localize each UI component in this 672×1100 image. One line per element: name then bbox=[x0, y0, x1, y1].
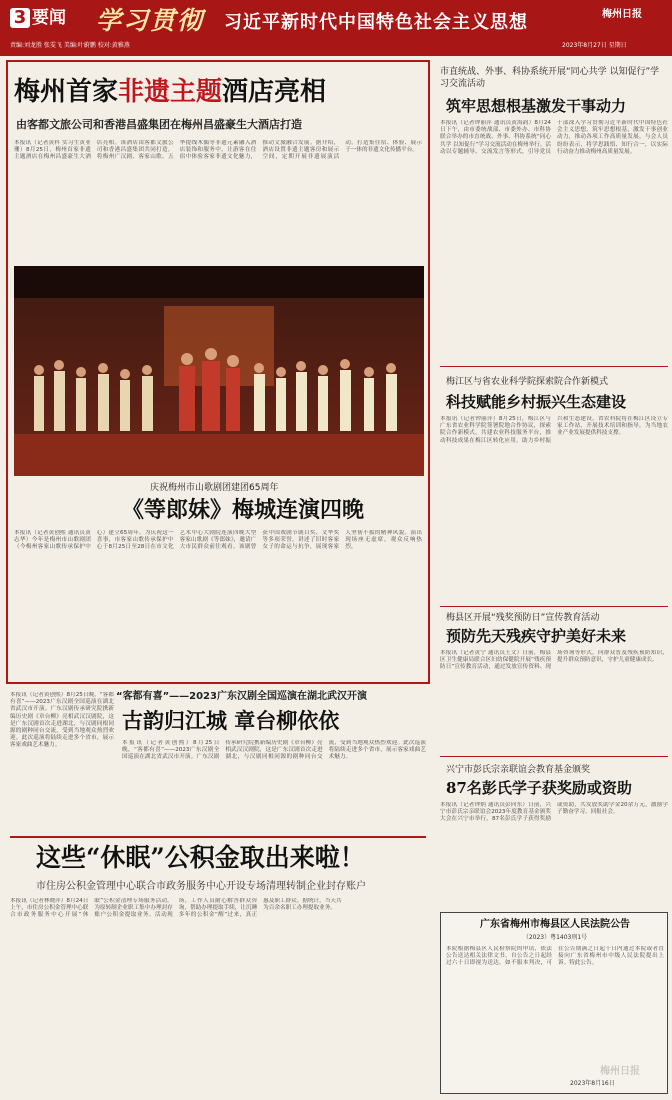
right-kicker-2: 梅江区与省农业科学院探索院合作新模式 bbox=[446, 377, 609, 387]
headline-part: 梅州首家 bbox=[14, 77, 119, 107]
right-body-3: 本报讯（记者黄宁 通讯员王文）日前，梅县区卫生健康局联合区妇幼保健院开展“残疾预防日”宣传教育活动，通过发放宣传资料、现场咨询等形式，向群众普及残疾预防知识，提升群众预防意识，守护儿童健康成长。 bbox=[440, 650, 668, 671]
issue-date: 2023年8月27日 星期日 bbox=[562, 42, 627, 49]
opera-stage-photo-art bbox=[14, 266, 424, 476]
right-headline-1: 筑牢思想根基激发干事动力 bbox=[446, 97, 627, 115]
section-label: 要闻 bbox=[32, 8, 66, 28]
opera-headline bbox=[122, 496, 424, 524]
divider bbox=[10, 836, 426, 838]
fund-body: 本报讯（记者林晓萍）8月24日上午，市住房公积金管理中心联合市政务服务中心开展“休眠”公积金清理专场服务活动，为原转制企业职工集中办理封存账户公积金提取业务。活动现场，工作人员耐心解答群众咨询，帮助办理提取手续，让沉睡多年的公积金“醒”过来，真正惠及职工群众。据统计，当天共为百余名职工办理提取业务。 bbox=[10, 898, 342, 919]
right-headline-3: 预防先天残疾守护美好未来 bbox=[446, 627, 627, 645]
opera-kicker: 庆祝梅州市山歌剧团建团65周年 bbox=[150, 483, 279, 493]
headline-quote: “休眠” bbox=[86, 843, 165, 872]
court-notice-number: （2023）粤1403刑1号 bbox=[522, 934, 588, 941]
headline-part: 这些 bbox=[36, 843, 87, 872]
hotel-subtitle: 由客都文旅公司和香港昌盛集团在梅州昌盛豪生大酒店打造 bbox=[16, 118, 302, 131]
banner-title: 习近平新时代中国特色社会主义思想 bbox=[224, 12, 528, 33]
right-body-1: 本报讯（记者钟丽萍 通讯员黄海韵）8月24日下午，由市委统战部、市委外办、市科协联合举办的市直统战、外事、科协系统“同心共学 以知促行”学习交流活动在梅州举行。活动以专题辅导、交流发言等形式，引导党员干部深入学习贯彻习近平新时代中国特色社会主义思想，筑牢思想根基，激发干事创业动力，推动各项工作高质量发展。与会人员纷纷表示，将学思践悟、知行合一，以实际行动奋力推动梅州高质量发展。 bbox=[440, 120, 668, 155]
divider bbox=[440, 756, 668, 757]
headline-part: 酒店亮相 bbox=[222, 77, 327, 107]
hotel-body: 本报讯（记者黄科 实习生黄亚珊）8月25日，梅州首家非遗主题酒店在梅州昌盛豪生大酒店亮相。该酒店由客都文旅公司和香港昌盛集团共同打造，将梅州广汉剧、客家山歌、五华提线木偶等非遗元素融入酒店装饰和服务中，让游客在住宿中体验客家非遗文化魅力，推动文旅融合发展。据介绍，酒店设置非遗主题客房和展示空间，定期开展非遗展演活动，打造集住宿、体验、展示于一体的非遗文化传播平台。 bbox=[14, 140, 422, 161]
masthead bbox=[0, 0, 672, 56]
hotel-headline bbox=[14, 76, 424, 108]
headline-part: 公积金取出来啦！ bbox=[164, 843, 365, 872]
hanju-body-cont: 本报讯（记者黄创熙）8月25日晚，“客都有喜”——2023广东汉剧全国巡演在湖北省武汉市开演。广东汉剧传承研究院携新编历史剧《章台柳》亮相武汉汉剧院，这是广东汉剧首次走进湖北，与汉剧同根同源的剧种同台交流，受到当地观众热烈欢迎。此次巡演将陆续走进多个省市，展示客家戏曲艺术魅力。 bbox=[122, 740, 426, 761]
right-kicker-4: 兴宁市彭氏宗亲联谊会教育基金颁奖 bbox=[446, 765, 591, 775]
headline-part: 梅城连演四晚 bbox=[232, 497, 365, 523]
right-headline-2: 科技赋能乡村振兴生态建设 bbox=[446, 393, 627, 411]
hanju-body: 本报讯（记者黄创熙）8月25日晚，“客都有喜”——2023广东汉剧全国巡演在湖北省武汉市开演。广东汉剧传承研究院携新编历史剧《章台柳》亮相武汉汉剧院，这是广东汉剧首次走进湖北，与汉剧同根同源的剧种同台交流，受到当地观众热烈欢迎。此次巡演将陆续走进多个省市，展示客家戏曲艺术魅力。 bbox=[10, 692, 114, 749]
newspaper-logo: 梅州日报 bbox=[602, 9, 642, 20]
page-number-badge: 3 bbox=[10, 8, 30, 28]
fund-headline bbox=[36, 842, 426, 874]
fund-subtitle: 市住房公积金管理中心联合市政务服务中心开设专场清理转制企业封存账户 bbox=[36, 881, 366, 892]
right-body-2: 本报讯（记者钟丽萍）8月25日，梅江区与广东省农业科学院签署院地合作协议，探索院合作新模式，共建农业科技服务平台，推动科技成果在梅江区转化应用，助力乡村振兴和生态建设。省农科院将在梅江区设立专家工作站，开展技术培训和指导，为当地农业产业发展提供科技支撑。 bbox=[440, 416, 668, 444]
right-kicker-1: 市直统战、外事、科协系统开展“同心共学 以知促行”学习交流活动 bbox=[440, 67, 660, 89]
right-kicker-3: 梅县区开展“残奖预防日”宣传教育活动 bbox=[446, 613, 600, 623]
divider bbox=[440, 606, 668, 607]
headline-highlight: 非遗主题 bbox=[118, 77, 223, 107]
headline-part: 《等郎妹》 bbox=[122, 497, 233, 523]
hanju-headline: 古韵归江城 章台柳依依 bbox=[122, 708, 340, 733]
editors-line: 责编:刘龙胜 张雯飞 美编:叶蔚鹏 校对:黄雅燕 bbox=[10, 42, 130, 49]
calligraphy-title: 学习贯彻 bbox=[96, 6, 205, 35]
opera-body: 本报讯（记者黄创熙 通讯员黄志华）今年是梅州市山歌剧团（今梅州客家山歌传承保护中心）建立65周年。为庆祝这一喜事，市客家山歌传承保护中心于8月25日至28日在市文化艺术中心大剧院连演四晚大型客家山歌剧《等郎妹》，邀请广大市民群众前往观看。该剧曾获中国戏剧节剧目奖、文华奖等多项荣誉，讲述了旧时客家女子的命运与抗争，展现客家人坚韧不拔的精神风貌。演出现场座无虚席，观众反响热烈。 bbox=[14, 530, 422, 551]
right-headline-4: 87名彭氏学子获奖励或资助 bbox=[446, 779, 632, 797]
court-notice-title: 广东省梅州市梅县区人民法院公告 bbox=[480, 919, 630, 930]
court-notice-body: 本院根据梅县区人民检察院的申请，依法公告送达相关法律文书。自公告之日起经过六十日即视为送达。如不服本判决，可在公告期满之日起十日内通过本院或者直接向广东省梅州市中级人民法院提出上诉。特此公告。 bbox=[446, 946, 664, 967]
divider bbox=[440, 366, 668, 367]
right-body-4: 本报讯（记者钟炳 通讯员彭向东）日前，兴宁市彭氏宗亲联谊会2023年度教育基金颁奖大会在兴宁市举行，87名彭氏学子获得奖励或资助，共发放奖助学金20余万元，激励学子勤奋学习、回报社会。 bbox=[440, 802, 668, 823]
watermark: 梅州日报 bbox=[600, 1066, 640, 1077]
hanju-kicker: “客都有喜”——2023广东汉剧全国巡演在湖北武汉开演 bbox=[116, 691, 367, 702]
court-notice-date: 2023年8月16日 bbox=[570, 1080, 615, 1087]
